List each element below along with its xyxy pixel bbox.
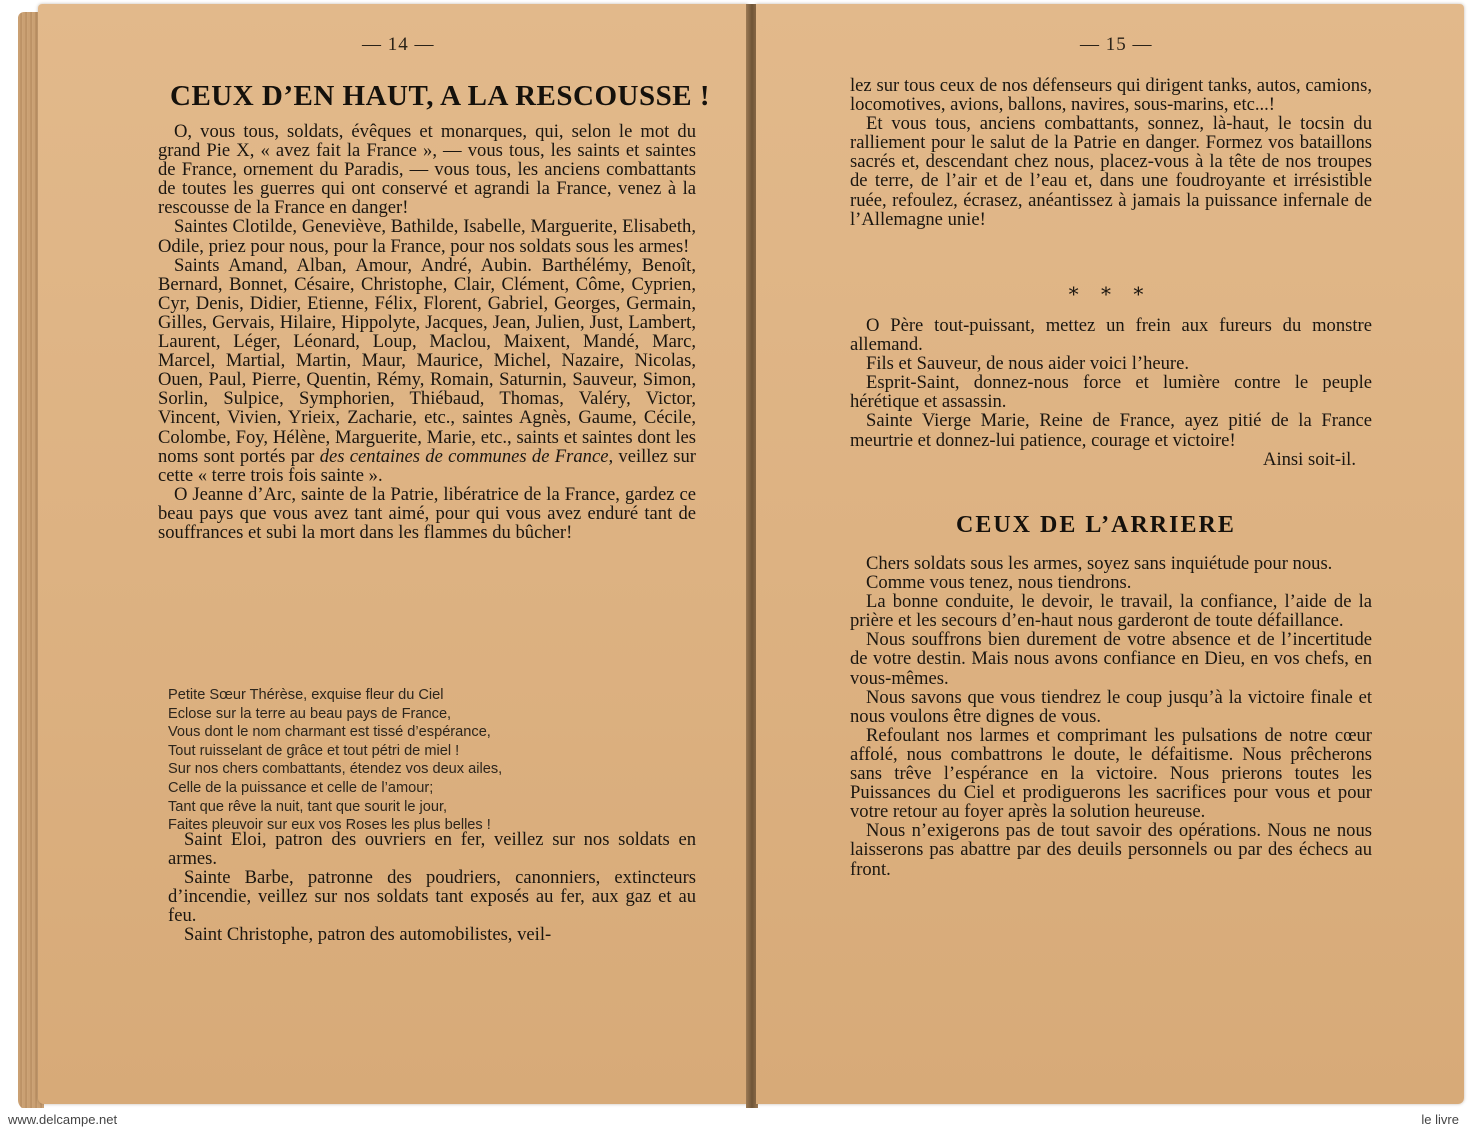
right-watermark: le livre [1421,1112,1459,1127]
right-page [756,4,1464,1104]
poem-line: Petite Sœur Thérèse, exquise fleur du Ciel [168,687,444,703]
prayer-line: Fils et Sauveur, de nous aider voici l’heure. [866,353,1190,375]
poem-line: Sur nos chers combattants, étendez vos deux ailes, [168,761,503,778]
right-body-text [850,76,1372,229]
paragraph: Saintes Clotilde, Geneviève, Bathilde, Isabelle, Marguerite, Elisabeth, Odile, priez pour nous, pour la France, pour nos soldats sous les armes! [158,216,696,257]
paragraph: Chers soldats sous les armes, soyez sans inquiétude pour nous. [866,553,1333,574]
paragraph: Saint Christophe, patron des automobilistes, veil- [184,924,552,946]
prayer-line: Sainte Vierge Marie, Reine de France, ayez pitié de la France meurtrie et donnez-lui patience, courage et victoire! [850,410,1372,451]
prayer-line: O Père tout-puissant, mettez un frein aux fureurs du monstre allemand. [850,315,1372,356]
paragraph-text: Saints Amand, Alban, Amour, André, Aubin. Barthélémy, Benoît, Bernard, Bonnet, Césaire, Christophe, Clair, Clément, Côme, Cyprien, Cyr, Denis, Didier, Etienne, Félix, Florent, Gabriel, Georges, Germain, Gilles, Gervais, Hilaire, Hippolyte, Jacques, Jean, Julien, Just, Lambert, Laurent, Léger, Léonard, Loup, Maclou, Maixent, Mandé, Marc, Marcel, Martial, Martin, Maur, Maurice, Michel, Nazaire, Nicolas, Ouen, Paul, Pierre, Quentin, Rémy, Romain, Saturnin, Sauveur, Simon, Sorlin, Sulpice, Symphorien, Thiébaud, Thomas, Valéry, Victor, Vincent, Vivien, Yrieix, Zacharie, etc., saintes Agnès, Gaume, Cécile, Colombe, Foy, Hélène, Marguerite, Marie, etc., saints et saintes dont les noms sont portés par [158,254,696,467]
paragraph: La bonne conduite, le devoir, le travail, la confiance, l’aide de la prière et les secours d’en-haut nous garderont de toute défaillance. [850,591,1372,632]
prayer-text [850,316,1372,469]
paragraph: O, vous tous, soldats, évêques et monarques, qui, selon le mot du grand Pie X, « avez fait la France », — vous tous, les saints et saintes de France, ornement du Paradis, — vous tous, les anciens combattants de toutes les guerres qui ont conservé et agrandi la France, venez à la rescousse de la France en danger! [158,121,696,219]
left-body-text [158,122,696,542]
left-page [38,4,748,1104]
left-watermark: www.delcampe.net [8,1112,118,1127]
paragraph: lez sur tous ceux de nos défenseurs qui dirigent tanks, autos, camions, locomotives, avions, ballons, navires, sous-marins, etc...! [850,75,1372,116]
section-separator: * * * [1068,282,1152,306]
watermark-footer [0,1108,1469,1132]
section-heading: CEUX DE L’ARRIERE [956,512,1236,538]
page-number: — 15 — [1080,34,1153,55]
poem-line: Faites pleuvoir sur eux vos Roses les plus belles ! [168,817,491,834]
poem-line: Vous dont le nom charmant est tissé d’espérance, [168,724,491,741]
paragraph: Comme vous tenez, nous tiendrons. [866,572,1132,594]
page-heading: CEUX D’EN HAUT, A LA RESCOUSSE ! [170,80,710,112]
poem-line: Tant que rêve la nuit, tant que sourit le jour, [168,798,448,815]
poem-line: Eclose sur la terre au beau pays de France, [168,705,452,722]
page-number: — 14 — [362,34,435,55]
paragraph: Sainte Barbe, patronne des poudriers, canonniers, extincteurs d’incendie, veillez sur nos soldats tant exposés au fer, aux gaz et au feu. [168,867,696,927]
italic-phrase: des centaines de communes de France, [319,445,614,467]
paragraph: Refoulant nos larmes et comprimant les pulsations de notre cœur affolé, nous combattrons le doute, le défaitisme. Nous prêcherons sans trêve l’espérance en la victoire. Nous prierons toutes les Puissances du Ciel et prodiguerons les sacrifices pour vous et pour votre retour au foyer après la solution heureuse. [850,724,1372,823]
left-body-text-after [168,830,696,945]
section-body-text [850,554,1372,879]
paragraph: Nous souffrons bien durement de votre absence et de l’incertitude de votre destin. Mais nous avons confiance en Dieu, en vos chefs, en vous-mêmes. [850,629,1372,689]
poem [168,686,688,835]
paragraph [158,256,696,485]
paragraph: Nous n’exigerons pas de tout savoir des opérations. Nous ne nous laisserons pas abattre par des deuils personnels ou par des échecs au front. [850,820,1372,880]
paragraph-text: veillez sur cette « terre trois fois sainte ». [158,445,696,486]
paragraph: Et vous tous, anciens combattants, sonnez, là-haut, le tocsin du ralliement pour le salut de la Patrie en danger. Formez vos bataillons sacrés et, descendant chez nous, placez-vous à la tête de nos troupes de terre, de l’air et de l’eau et, dans une foudroyante et irrésistible ruée, refoulez, écrasez, anéantissez à jamais la puissance infernale de l’Allemagne unie! [850,113,1372,230]
prayer-line: Esprit-Saint, donnez-nous force et lumière contre le peuple hérétique et assassin. [850,372,1372,413]
closing-line: Ainsi soit-il. [1263,448,1356,470]
paragraph: Saint Eloi, patron des ouvriers en fer, veillez sur nos soldats en armes. [168,829,696,870]
poem-line: Celle de la puissance et celle de l’amour; [168,779,434,796]
paragraph: O Jeanne d’Arc, sainte de la Patrie, libératrice de la France, gardez ce beau pays que vous avez tant aimé, pour qui vous avez enduré tant de souffrances et subi la mort dans les flammes du bûcher! [158,483,696,543]
paragraph: Nous savons que vous tiendrez le coup jusqu’à la victoire finale et nous voulons être dignes de vous. [850,686,1372,727]
open-booklet [18,4,1464,1108]
poem-line: Tout ruisselant de grâce et tout pétri de miel ! [168,742,460,759]
